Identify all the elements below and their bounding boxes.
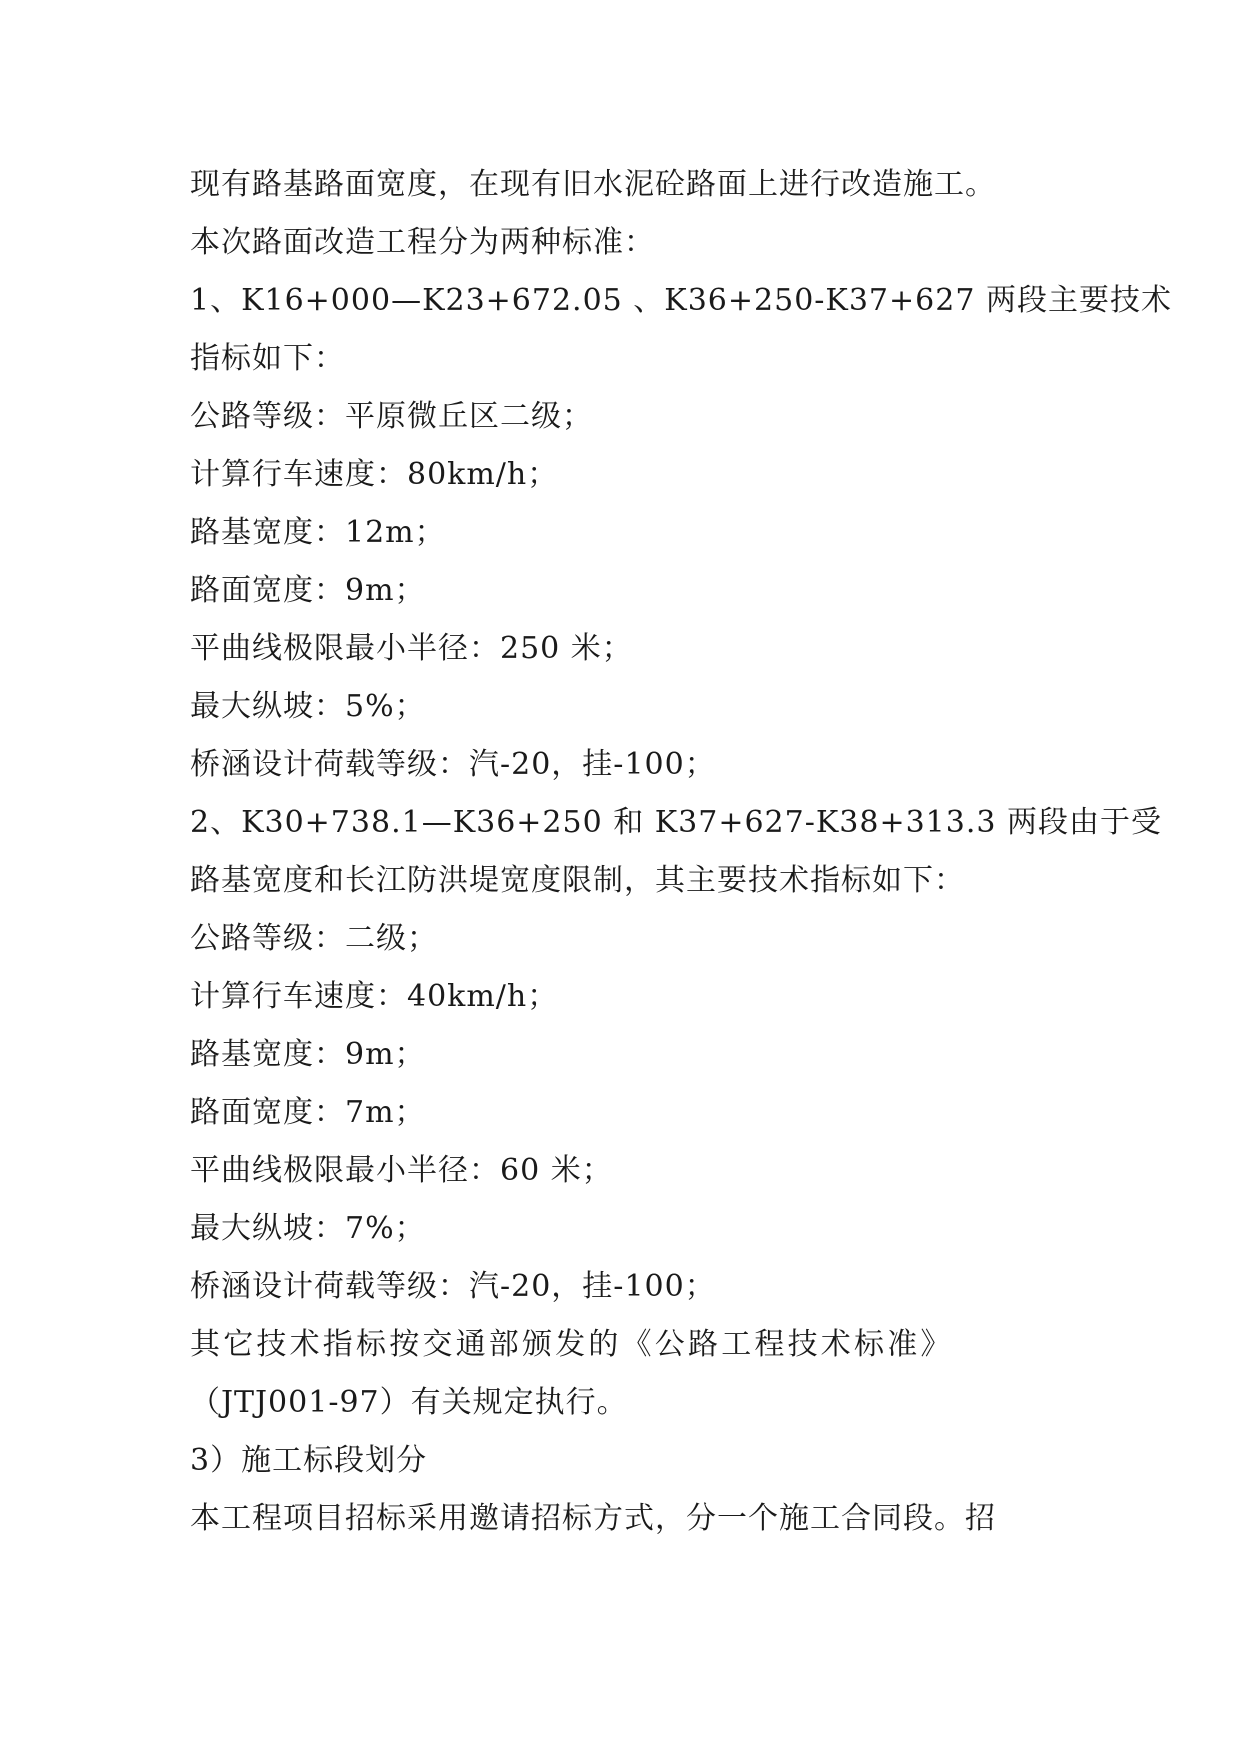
text-line: 计算行车速度：80km/h； [190,457,559,492]
text-line: 指标如下： [190,341,345,376]
text-line: 现有路基路面宽度，在现有旧水泥砼路面上进行改造施工。 [190,167,996,202]
text-line: 本次路面改造工程分为两种标准： [190,225,655,260]
text-line: 2、K30+738.1—K36+250 和 K37+627-K38+313.3 两段由于受 [190,805,1163,840]
text-line: 平曲线极限最小半径：60 米； [190,1153,613,1188]
text-line: 路基宽度：9m； [190,1037,426,1072]
text-line: 公路等级：平原微丘区二级； [190,399,593,434]
text-line: 3）施工标段划分 [190,1443,428,1478]
text-line: 本工程项目招标采用邀请招标方式，分一个施工合同段。招 [190,1501,996,1536]
text-line: 1、K16+000—K23+672.05 、K36+250-K37+627 两段主要技术 [190,283,1172,318]
text-line: 公路等级：二级； [190,921,438,956]
text-line: 最大纵坡：5%； [190,689,426,724]
text-line: 计算行车速度：40km/h； [190,979,559,1014]
text-line: 桥涵设计荷载等级：汽-20，挂-100； [190,747,716,782]
text-line: （JTJ001-97）有关规定执行。 [190,1385,628,1420]
text-line: 桥涵设计荷载等级：汽-20，挂-100； [190,1269,716,1304]
text-line: 路基宽度：12m； [190,515,446,550]
text-line: 路面宽度：7m； [190,1095,426,1130]
text-line: 最大纵坡：7%； [190,1211,426,1246]
text-line: 路基宽度和长江防洪堤宽度限制，其主要技术指标如下： [190,863,965,898]
text-line: 平曲线极限最小半径：250 米； [190,631,633,666]
text-line: 路面宽度：9m； [190,573,426,608]
text-line: 其它技术指标按交通部颁发的《公路工程技术标准》 [190,1327,954,1362]
